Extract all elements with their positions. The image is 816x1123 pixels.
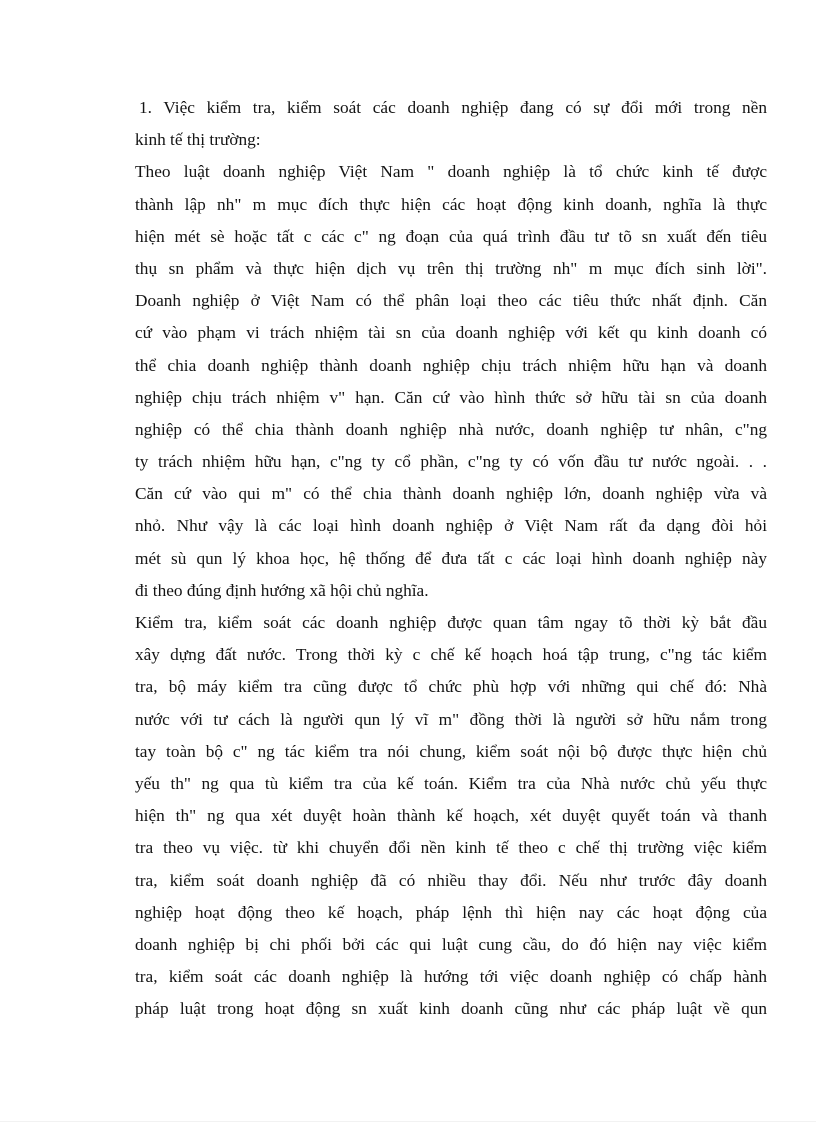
document-body [135,92,767,1025]
text-line: nhỏ. Như vậy là các loại hình doanh nghiệp ở Việt Nam rất đa dạng đòi hỏi [135,516,767,536]
text-line: nước với tư cách là người qun lý vĩ m" đồng thời là người sở hữu nắm trong [135,709,767,729]
text-line: hiện mét sè hoặc tất c các c" ng đoạn của quá trình đầu tư tõ sn xuất đến tiêu [135,226,767,246]
text-line: thể chia doanh nghiệp thành doanh nghiệp chịu trách nhiệm hữu hạn và doanh [135,355,767,375]
text-line: 1. Việc kiểm tra, kiểm soát các doanh nghiệp đang có sự đổi mới trong nền [139,98,767,117]
text-line: kinh tế thị trường: [135,130,261,150]
text-line: đi theo đúng định hướng xã hội chủ nghĩa. [135,580,429,600]
text-line: yếu th" ng qua tù kiểm tra của kế toán. Kiểm tra của Nhà nước chủ yếu thực [135,773,767,793]
text-line: Căn cứ vào qui m" có thể chia thành doanh nghiệp lớn, doanh nghiệp vừa và [135,484,767,504]
text-line: Doanh nghiệp ở Việt Nam có thể phân loại theo các tiêu thức nhất định. Căn [135,291,767,311]
text-line: tay toàn bộ c" ng tác kiểm tra nói chung, kiểm soát nội bộ được thực hiện chủ [135,741,767,761]
text-line: tra theo vụ việc. từ khi chuyển đổi nền kinh tế theo c chế thị trường việc kiểm [135,838,767,858]
text-line: tra, bộ máy kiểm tra cũng được tổ chức phù hợp với những qui chế đó: Nhà [135,677,767,697]
text-line: tra, kiểm soát doanh nghiệp đã có nhiều thay đổi. Nếu như trước đây doanh [135,870,767,890]
text-line: Theo luật doanh nghiệp Việt Nam " doanh nghiệp là tổ chức kinh tế được [135,162,767,182]
text-line: xây dựng đất nước. Trong thời kỳ c chế kế hoạch hoá tập trung, c"ng tác kiểm [135,645,767,665]
text-line: doanh nghiệp bị chi phối bởi các qui luật cung cầu, do đó hiện nay việc kiểm [135,934,767,954]
text-line: nghiệp hoạt động theo kế hoạch, pháp lệnh thì hiện nay các hoạt động của [135,902,767,922]
text-line: nghiệp có thể chia thành doanh nghiệp nhà nước, doanh nghiệp tư nhân, c"ng [135,419,767,439]
text-line: tra, kiểm soát các doanh nghiệp là hướng tới việc doanh nghiệp có chấp hành [135,967,767,987]
text-line: mét sù qun lý khoa học, hệ thống để đưa tất c các loại hình doanh nghiệp này [135,548,767,568]
page-edge-divider [0,1121,816,1122]
text-line: ty trách nhiệm hữu hạn, c"ng ty cổ phần, c"ng ty có vốn đầu tư nước ngoài. . . [135,452,767,472]
text-line: Kiểm tra, kiểm soát các doanh nghiệp được quan tâm ngay tõ thời kỳ bắt đầu [135,613,767,632]
text-line: nghiệp chịu trách nhiệm v" hạn. Căn cứ vào hình thức sở hữu tài sn của doanh [135,387,767,407]
text-line: hiện th" ng qua xét duyệt hoàn thành kế hoạch, xét duyệt quyết toán và thanh [135,806,767,826]
text-line: thụ sn phẩm và thực hiện dịch vụ trên thị trường nh" m mục đích sinh lời". [135,258,767,278]
text-line: pháp luật trong hoạt động sn xuất kinh doanh cũng như các pháp luật về qun [135,999,767,1019]
text-line: thành lập nh" m mục đích thực hiện các hoạt động kinh doanh, nghĩa là thực [135,194,767,214]
text-line: cứ vào phạm vi trách nhiệm tài sn của doanh nghiệp với kết qu kinh doanh có [135,323,767,343]
